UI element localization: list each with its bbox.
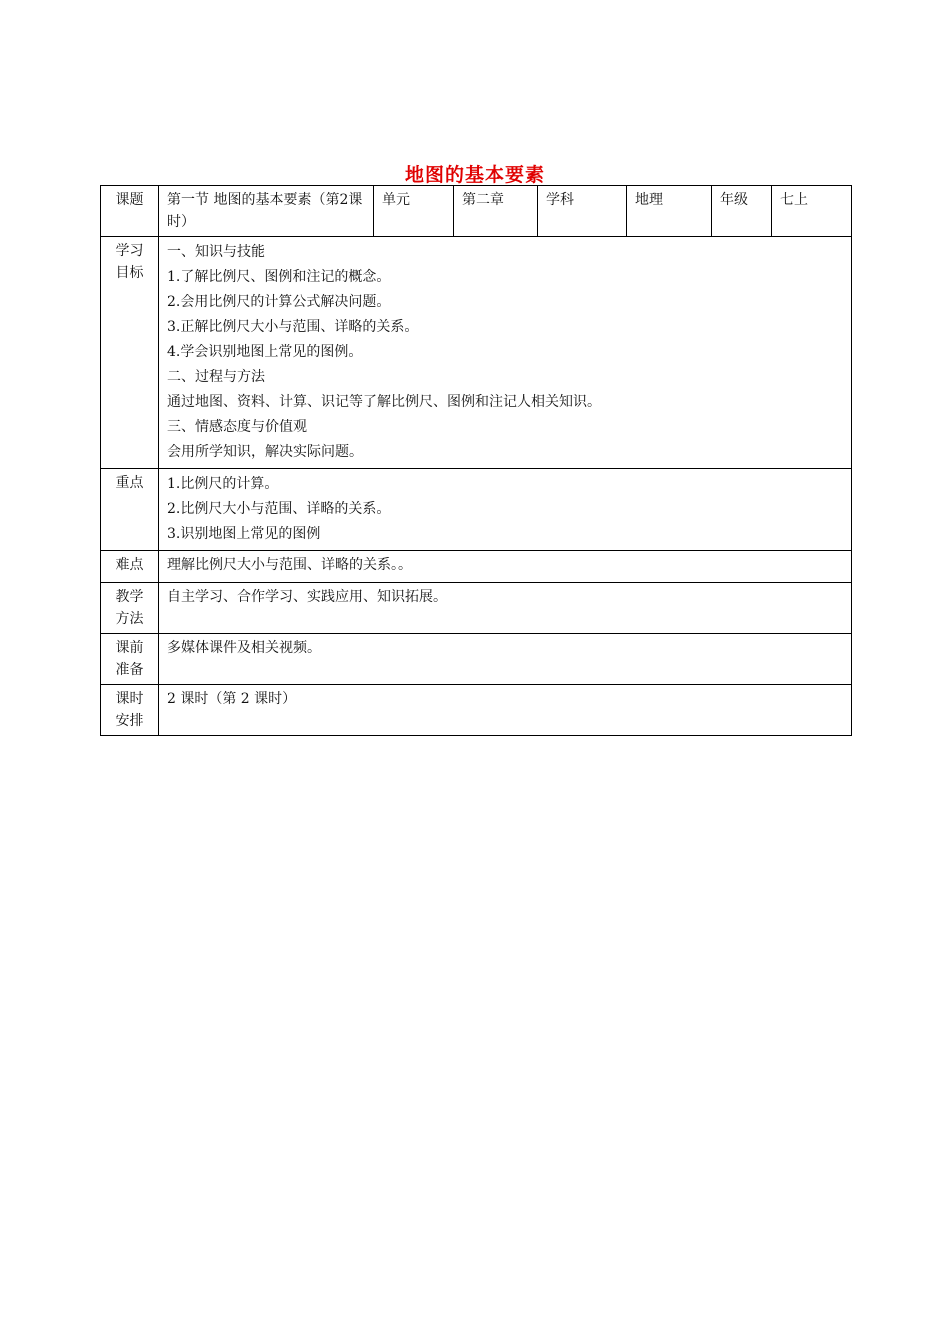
objectives-line: 通过地图、资料、计算、识记等了解比例尺、图例和注记人相关知识。	[167, 394, 601, 410]
preparation-value: 多媒体课件及相关视频。	[159, 634, 852, 685]
objectives-line: 二、过程与方法	[167, 369, 265, 385]
key-points-label: 重点	[101, 469, 159, 551]
key-points-row	[101, 469, 852, 551]
document-title: 地图的基本要素	[404, 164, 545, 186]
key-points-content	[159, 469, 852, 551]
difficulty-label: 难点	[101, 551, 159, 583]
key-point-line: 2.比例尺大小与范围、详略的关系。	[167, 501, 391, 517]
subject-label: 学科	[538, 186, 627, 237]
objectives-line: 1.了解比例尺、图例和注记的概念。	[167, 269, 391, 285]
objectives-row	[101, 237, 852, 469]
objectives-line: 三、情感态度与价值观	[167, 419, 307, 435]
objectives-label: 学习目标	[101, 237, 159, 469]
objectives-line: 2.会用比例尺的计算公式解决问题。	[167, 294, 391, 310]
method-label: 教学方法	[101, 583, 159, 634]
difficulty-value: 理解比例尺大小与范围、详略的关系。。	[159, 551, 852, 583]
subject-value: 地理	[627, 186, 712, 237]
grade-label: 年级	[712, 186, 772, 237]
objectives-content	[159, 237, 852, 469]
objectives-line: 4.学会识别地图上常见的图例。	[167, 344, 363, 360]
preparation-label: 课前准备	[101, 634, 159, 685]
schedule-row	[101, 685, 852, 736]
difficulty-row	[101, 551, 852, 583]
objectives-line: 会用所学知识，解决实际问题。	[167, 444, 363, 460]
schedule-label: 课时安排	[101, 685, 159, 736]
method-row	[101, 583, 852, 634]
topic-label: 课题	[101, 186, 159, 237]
key-point-line: 3.识别地图上常见的图例	[167, 526, 321, 542]
schedule-value: 2 课时（第 2 课时）	[159, 685, 852, 736]
method-value: 自主学习、合作学习、实践应用、知识拓展。	[159, 583, 852, 634]
lesson-plan-table	[100, 185, 852, 736]
key-point-line: 1.比例尺的计算。	[167, 476, 279, 492]
objectives-line: 3.正解比例尺大小与范围、详略的关系。	[167, 319, 419, 335]
header-row	[101, 186, 852, 237]
topic-value: 第一节 地图的基本要素（第2课时）	[159, 186, 374, 237]
unit-label: 单元	[374, 186, 454, 237]
preparation-row	[101, 634, 852, 685]
grade-value: 七上	[772, 186, 852, 237]
objectives-line: 一、知识与技能	[167, 244, 265, 260]
unit-value: 第二章	[454, 186, 538, 237]
